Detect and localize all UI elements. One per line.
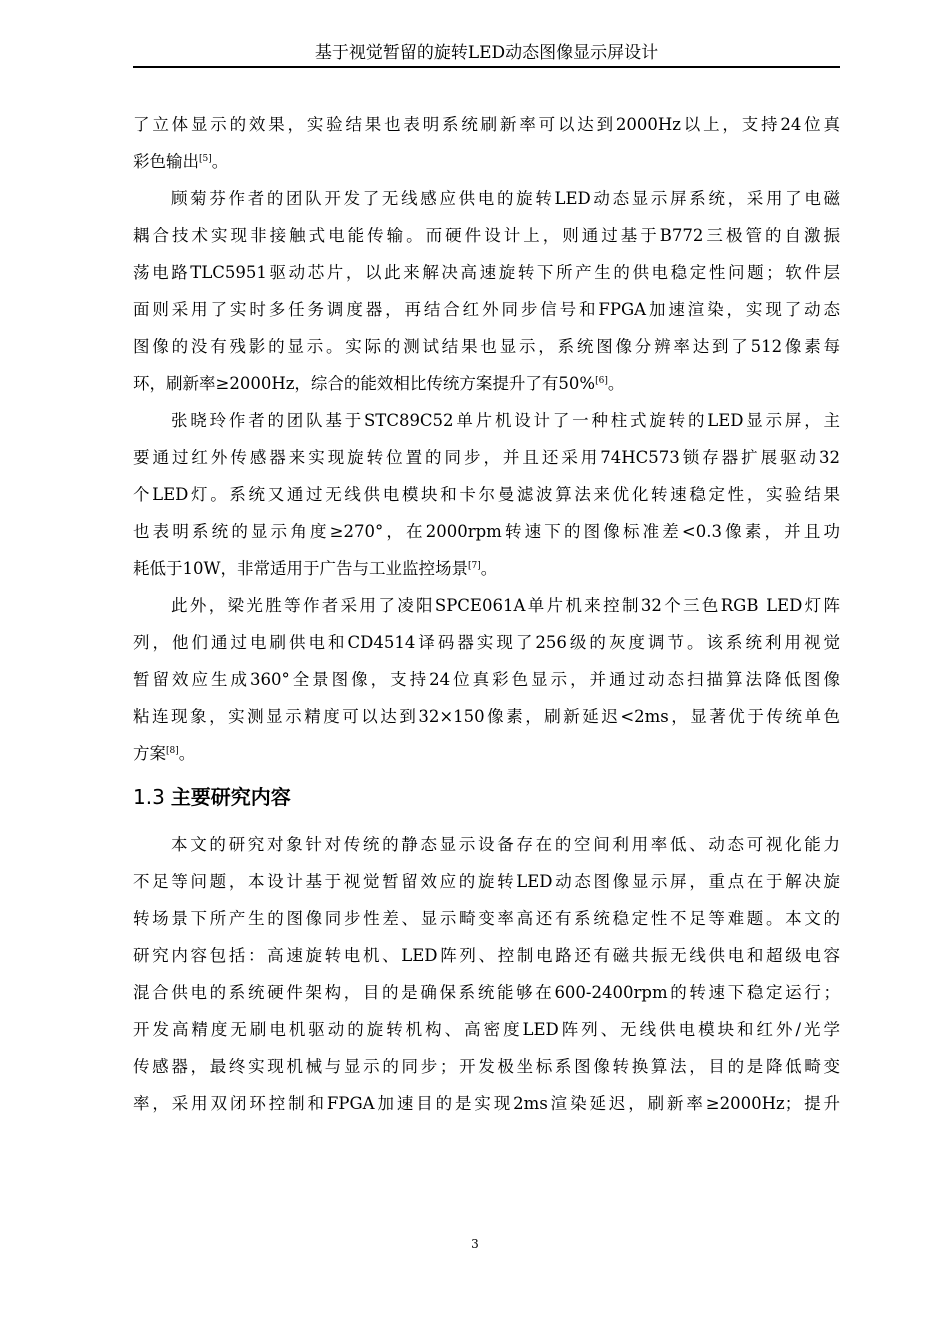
text-line: 转场景下所产生的图像同步性差、显示畸变率高还有系统稳定性不足等难题。本文的 <box>133 909 840 928</box>
paragraph <box>133 402 840 587</box>
citation-ref: [7] <box>467 561 481 571</box>
text-line: 图像的没有残影的显示。实际的测试结果也显示，系统图像分辨率达到了512像素每 <box>133 337 840 356</box>
text-line: 研究内容包括：高速旋转电机、LED阵列、控制电路还有磁共振无线供电和超级电容 <box>133 946 840 965</box>
text-line: 环，刷新率≥2000Hz，综合的能效相比传统方案提升了有50%[6]。 <box>133 374 625 393</box>
citation-ref: [6] <box>595 376 608 386</box>
text-line: 方案[8]。 <box>133 744 196 763</box>
section-title: 主要研究内容 <box>170 785 291 809</box>
page-body <box>133 106 840 1122</box>
paragraph <box>133 180 840 402</box>
text-line: 开发高精度无刷电机驱动的旋转机构、高密度LED阵列、无线供电模块和红外/光学 <box>133 1020 840 1039</box>
text-line: 率，采用双闭环控制和FPGA加速目的是实现2ms渲染延迟，刷新率≥2000Hz；提升 <box>133 1094 840 1113</box>
section-heading <box>133 772 840 826</box>
citation-ref: [8] <box>166 746 179 756</box>
text-line: 耦合技术实现非接触式电能传输。而硬件设计上，则通过基于B772三极管的自激振 <box>133 226 840 245</box>
text-line: 此外，梁光胜等作者采用了凌阳SPCE061A单片机来控制32个三色RGB LED灯阵 <box>171 596 840 615</box>
text-line: 本文的研究对象针对传统的静态显示设备存在的空间利用率低、动态可视化能力 <box>171 835 840 854</box>
citation-ref: [5] <box>199 154 212 164</box>
text-line: 面则采用了实时多任务调度器，再结合红外同步信号和FPGA加速渲染，实现了动态 <box>133 300 840 319</box>
text-line: 了立体显示的效果，实验结果也表明系统刷新率可以达到2000Hz以上，支持24位真 <box>133 115 840 134</box>
paragraph <box>133 587 840 772</box>
text-line: 也表明系统的显示角度≥270°，在2000rpm转速下的图像标准差<0.3像素，并且功 <box>133 522 840 541</box>
text-line: 列，他们通过电刷供电和CD4514译码器实现了256级的灰度调节。该系统利用视觉 <box>133 633 840 652</box>
running-header-title: 基于视觉暂留的旋转LED动态图像显示屏设计 <box>314 43 659 63</box>
text-line: 要通过红外传感器来实现旋转位置的同步，并且还采用74HC573锁存器扩展驱动32 <box>133 448 840 467</box>
section-number: 1.3 <box>133 785 165 809</box>
text-line: 张晓玲作者的团队基于STC89C52单片机设计了一种柱式旋转的LED显示屏，主 <box>171 411 840 430</box>
text-line: 混合供电的系统硬件架构，目的是确保系统能够在600-2400rpm的转速下稳定运行； <box>133 983 840 1002</box>
text-line: 传感器，最终实现机械与显示的同步；开发极坐标系图像转换算法，目的是降低畸变 <box>133 1057 840 1076</box>
text-line: 顾菊芬作者的团队开发了无线感应供电的旋转LED动态显示屏系统，采用了电磁 <box>171 189 840 208</box>
text-line: 荡电路TLC5951驱动芯片，以此来解决高速旋转下所产生的供电稳定性问题；软件层 <box>133 263 840 282</box>
text-line: 个LED灯。系统又通过无线供电模块和卡尔曼滤波算法来优化转速稳定性，实验结果 <box>133 485 840 504</box>
text-line: 暂留效应生成360°全景图像，支持24位真彩色显示，并通过动态扫描算法降低图像 <box>133 670 840 689</box>
paragraph <box>133 106 840 180</box>
text-line: 粘连现象，实测显示精度可以达到32×150像素，刷新延迟<2ms，显著优于传统单色 <box>133 707 840 726</box>
text-line: 彩色输出[5]。 <box>133 152 229 171</box>
text-line: 不足等问题，本设计基于视觉暂留效应的旋转LED动态图像显示屏，重点在于解决旋 <box>133 872 840 891</box>
page-number: 3 <box>471 1237 479 1251</box>
paragraph <box>133 826 840 1122</box>
running-header <box>133 42 840 68</box>
text-line: 耗低于10W，非常适用于广告与工业监控场景[7]。 <box>133 559 498 578</box>
